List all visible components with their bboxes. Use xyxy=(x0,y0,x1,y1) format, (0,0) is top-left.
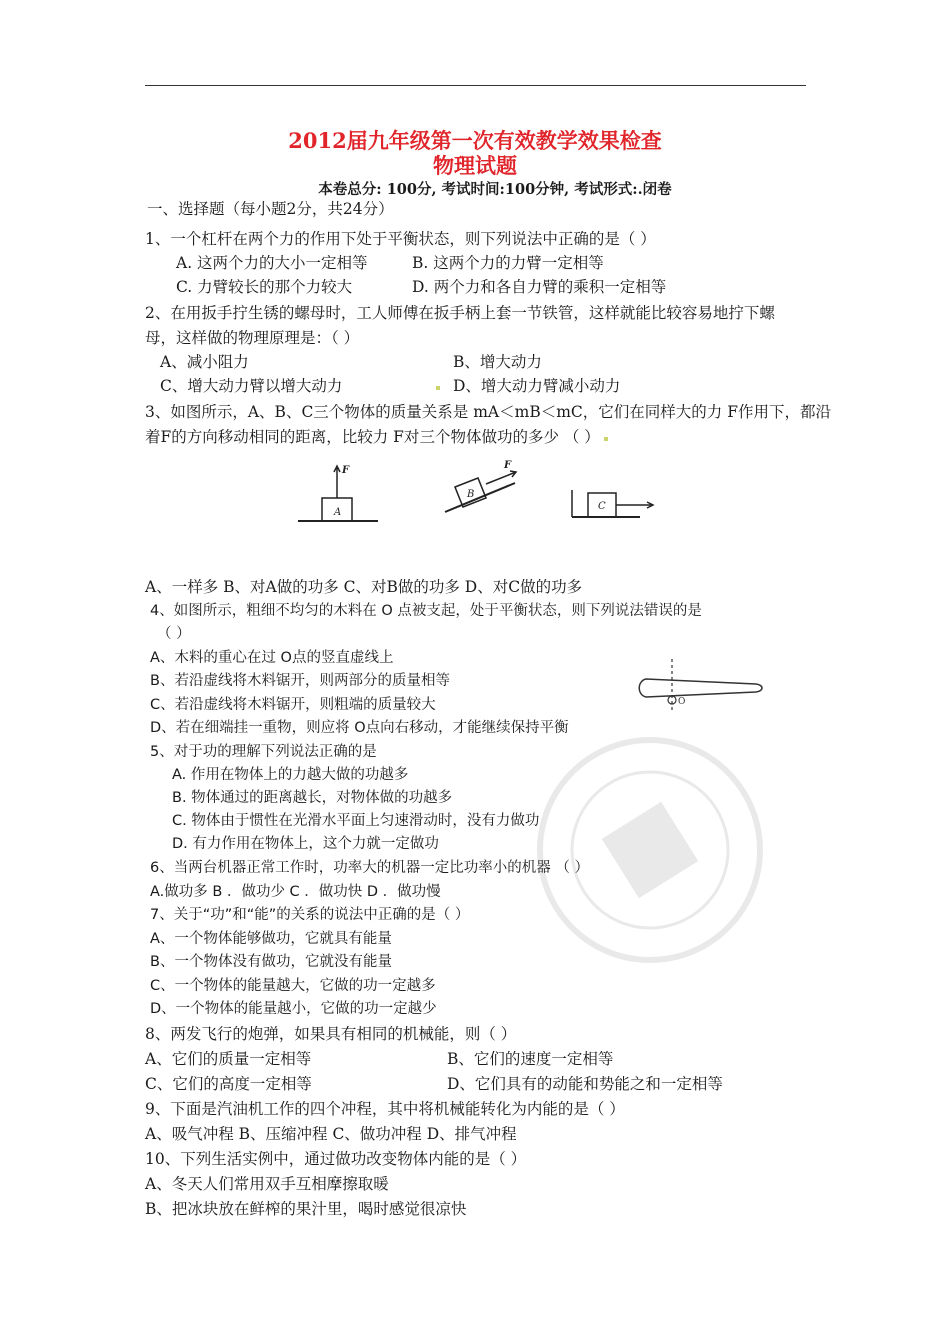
block-b-label: B xyxy=(467,489,475,500)
q1-stem: 1、一个杠杆在两个力的作用下处于平衡状态，则下列说法中正确的是（ ） xyxy=(145,230,656,248)
q10-option-b: B、把冰块放在鲜榨的果汁里，喝时感觉很凉快 xyxy=(145,1200,467,1218)
q7-option-b: B、一个物体没有做功，它就没有能量 xyxy=(150,954,392,970)
q6-stem: 6、当两台机器正常工作时，功率大的机器一定比功率小的机器 （ ） xyxy=(150,860,589,876)
exam-subtitle: 物理试题 xyxy=(433,153,517,178)
q10-option-a: A、冬天人们常用双手互相摩擦取暖 xyxy=(145,1175,389,1193)
q8-option-a: A、它们的质量一定相等 xyxy=(145,1050,312,1068)
q7-option-a: A、一个物体能够做功，它就具有能量 xyxy=(150,931,392,947)
q7-option-c: C、一个物体的能量越大，它做的功一定越多 xyxy=(150,978,436,994)
q5-option-d: D. 有力作用在物体上，这个力就一定做功 xyxy=(172,836,439,852)
q4-stem-line1: 4、如图所示，粗细不均匀的木料在 O 点被支起，处于平衡状态，则下列说法错误的是 xyxy=(150,603,702,619)
q2-stem-line2: 母，这样做的物理原理是：（ ） xyxy=(145,329,360,347)
section-heading: 一、选择题（每小题2分，共24分） xyxy=(147,200,394,218)
force-a-label: F xyxy=(342,465,350,476)
q6-options: A.做功多 B ．做功少 C ．做功快 D ．做功慢 xyxy=(150,884,441,900)
q4-option-b: B、若沿虚线将木料锯开，则两部分的质量相等 xyxy=(150,673,450,689)
q8-option-c: C、它们的高度一定相等 xyxy=(145,1075,312,1093)
q2-option-d: D、增大动力臂减小动力 xyxy=(453,377,621,395)
force-b-arrow xyxy=(486,472,516,484)
q8-option-d: D、它们具有的动能和势能之和一定相等 xyxy=(447,1075,723,1093)
q9-options: A、吸气冲程 B、压缩冲程 C、做功冲程 D、排气冲程 xyxy=(145,1125,517,1143)
scan-artifact-2 xyxy=(604,437,608,441)
q4-option-c: C、若沿虚线将木料锯开，则粗端的质量较大 xyxy=(150,697,436,713)
header-rule xyxy=(145,85,806,86)
q3-options: A、一样多 B、对A做的功多 C、对B做的功多 D、对C做的功多 xyxy=(145,578,583,596)
q5-option-a: A. 作用在物体上的力越大做的功越多 xyxy=(172,767,409,783)
q5-stem: 5、对于功的理解下列说法正确的是 xyxy=(150,744,377,760)
force-b-label: F xyxy=(504,460,512,471)
pivot-label: O xyxy=(678,697,686,707)
block-c-label: C xyxy=(598,501,606,512)
q3-stem-line2: 着F的方向移动相同的距离，比较力 F对三个物体做功的多少 （ ） xyxy=(145,428,600,446)
q2-option-b: B、增大动力 xyxy=(453,353,542,371)
q1-option-d: D. 两个力和各自力臂的乘积一定相等 xyxy=(412,278,667,296)
q3-stem-line1: 3、如图所示，A、B、C三个物体的质量关系是 mA＜mB＜mC，它们在同样大的力 F作用下，都沿 xyxy=(145,403,831,421)
q8-stem: 8、两发飞行的炮弹，如果具有相同的机械能，则（ ） xyxy=(145,1025,517,1043)
q9-stem: 9、下面是汽油机工作的四个冲程，其中将机械能转化为内能的是（ ） xyxy=(145,1100,625,1118)
scan-artifact xyxy=(436,386,440,390)
q3-figure xyxy=(290,460,670,535)
q8-option-b: B、它们的速度一定相等 xyxy=(447,1050,614,1068)
q7-option-d: D、一个物体的能量越小，它做的功一定越少 xyxy=(150,1001,437,1017)
exam-info: 本卷总分: 100分, 考试时间:100分钟, 考试形式:.闭卷 xyxy=(318,181,672,198)
q2-option-a: A、减小阻力 xyxy=(160,353,249,371)
q4-stem-line2: （ ） xyxy=(157,626,191,642)
q2-option-c: C、增大动力臂以增大动力 xyxy=(160,377,343,395)
q1-option-c: C. 力臂较长的那个力较大 xyxy=(176,278,353,296)
q1-option-b: B. 这两个力的力臂一定相等 xyxy=(412,254,604,272)
q5-option-c: C. 物体由于惯性在光滑水平面上匀速滑动时，没有力做功 xyxy=(172,813,540,829)
exam-title: 2012届九年级第一次有效教学效果检查 xyxy=(288,128,662,153)
q4-option-d: D、若在细端挂一重物，则应将 O点向右移动，才能继续保持平衡 xyxy=(150,720,569,736)
q7-stem: 7、关于“功”和“能”的关系的说法中正确的是（ ） xyxy=(150,907,470,923)
q4-option-a: A、木料的重心在过 O点的竖直虚线上 xyxy=(150,650,394,666)
q2-stem-line1: 2、在用扳手拧生锈的螺母时，工人师傅在扳手柄上套一节铁管，这样就能比较容易地拧下螺 xyxy=(145,304,775,322)
q10-stem: 10、下列生活实例中，通过做功改变物体内能的是（ ） xyxy=(145,1150,527,1168)
q1-option-a: A. 这两个力的大小一定相等 xyxy=(176,254,368,272)
q5-option-b: B. 物体通过的距离越长，对物体做的功越多 xyxy=(172,790,453,806)
block-a-label: A xyxy=(334,507,342,518)
